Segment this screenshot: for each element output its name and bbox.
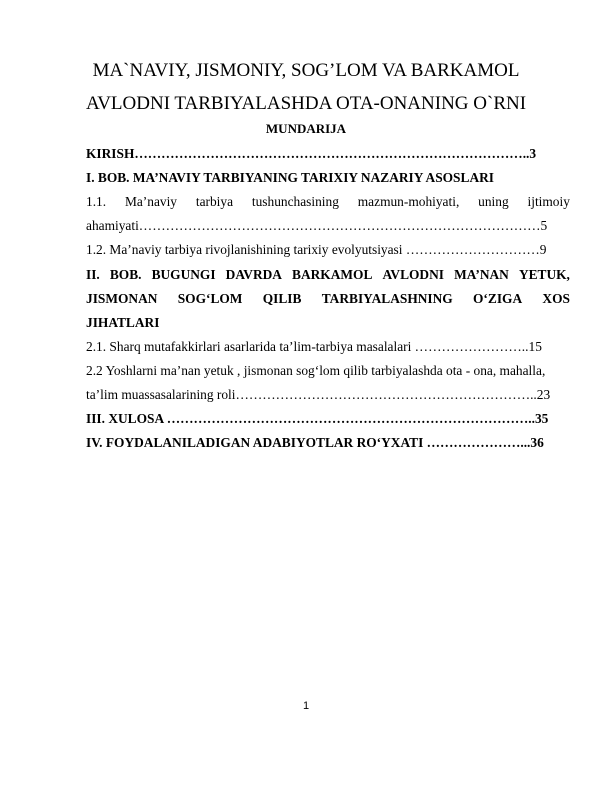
toc-word: XOS [542, 291, 570, 306]
toc-word: ijtimoiy [527, 194, 570, 209]
toc-entry-chapter-1: I. BOB. MA’NAVIY TARBIYANING TARIXIY NAZARIY ASOSLARI [86, 170, 494, 185]
toc-word: YETUK, [518, 267, 570, 282]
toc-entry-chapter-3: III. XULOSA ………………………………………………………………………..35 [86, 411, 549, 426]
toc-word: TARBIYALASHNING [321, 291, 453, 306]
toc-word: mazmun-mohiyati, [357, 194, 460, 209]
page-number: 1 [302, 700, 310, 712]
toc-word: O‘ZIGA [473, 291, 523, 306]
toc-word: BARKAMOL [292, 267, 373, 282]
toc-entry-chapter-2-line-1 [86, 267, 570, 283]
toc-word: BUGUNGI [151, 267, 216, 282]
toc-word: II. [86, 267, 100, 282]
toc-entry-section-2-2-line-2: ta’lim muassasalarining roli…………………………………………………………..23 [86, 387, 551, 402]
toc-entry-section-2-1: 2.1. Sharq mutafakkirlari asarlarida ta’lim-tarbiya masalalari ……………………..15 [86, 339, 542, 354]
toc-word: 1.1. [86, 194, 107, 209]
toc-entry-section-1-2: 1.2. Ma’naviy tarbiya rivojlanishining tarixiy evolyutsiyasi …………………………9 [86, 242, 547, 257]
title-line-1: MA`NAVIY, JISMONIY, SOG’LOM VA BARKAMOL [92, 60, 520, 81]
toc-entry-chapter-2-line-3: JIHATLARI [86, 315, 160, 330]
toc-word: Ma’naviy [124, 194, 177, 209]
toc-word: QILIB [262, 291, 302, 306]
toc-word: BOB. [109, 267, 142, 282]
toc-word: DAVRDA [225, 267, 282, 282]
toc-word: tushunchasining [251, 194, 339, 209]
toc-word: tarbiya [195, 194, 234, 209]
contents-heading: MUNDARIJA [265, 121, 347, 136]
toc-word: SOG‘LOM [177, 291, 243, 306]
toc-word: AVLODNI [382, 267, 444, 282]
toc-entry-kirish: KIRISH……………………………………………………………………………..3 [86, 146, 537, 161]
title-line-2: AVLODNI TARBIYALASHDA OTA-ONANING O`RNI [85, 93, 527, 114]
toc-entry-section-1-1-line-1 [86, 194, 570, 210]
toc-word: JISMONAN [86, 291, 158, 306]
toc-entry-section-1-1-line-2: ahamiyati………………………………………………………………………………5 [86, 218, 548, 233]
toc-word: MA’NAN [454, 267, 509, 282]
toc-word: uning [478, 194, 509, 209]
toc-entry-chapter-4: IV. FOYDALANILADIGAN ADABIYOTLAR RO‘YXATI …………………...36 [86, 435, 544, 450]
toc-entry-chapter-2-line-2 [86, 291, 570, 307]
toc-entry-section-2-2-line-1: 2.2 Yoshlarni ma’nan yetuk , jismonan sog‘lom qilib tarbiyalashda ota - ona, mahalla, [86, 363, 546, 378]
